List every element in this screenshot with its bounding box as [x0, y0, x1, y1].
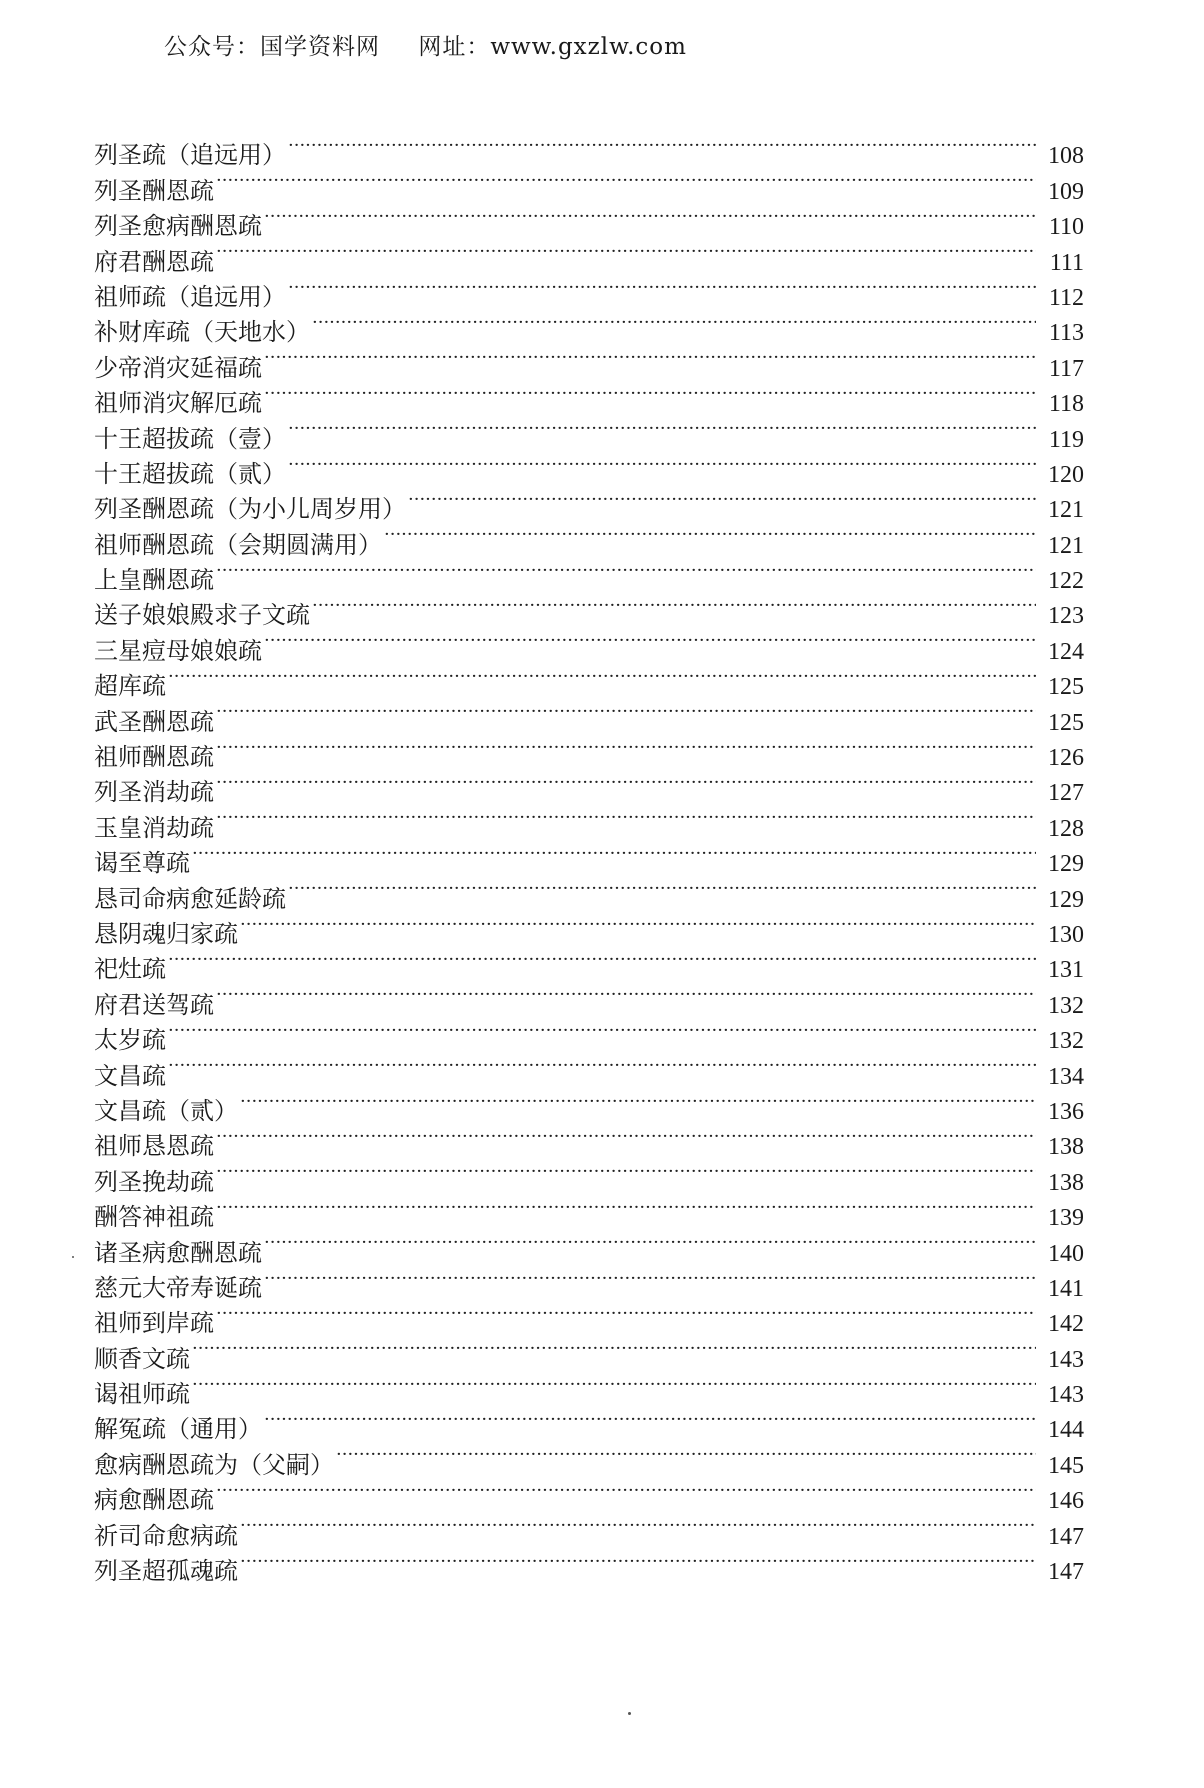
toc-entry[interactable] — [94, 765, 1084, 807]
toc-entry[interactable] — [94, 977, 1084, 1019]
toc-entry-page-number: 129 — [1048, 886, 1084, 913]
toc-dot-leader — [336, 1437, 1036, 1472]
toc-dot-leader — [288, 128, 1036, 163]
toc-entry-page-number: 144 — [1048, 1417, 1084, 1444]
toc-entry-page-number: 117 — [1048, 355, 1084, 382]
toc-dot-leader — [240, 1508, 1036, 1543]
scan-speck — [628, 1712, 631, 1715]
toc-entry-page-number: 126 — [1048, 745, 1084, 772]
toc-entry-title: 列圣愈病酬恩疏 — [94, 212, 262, 241]
toc-entry-title: 祖师酬恩疏（会期圆满用） — [94, 530, 382, 559]
toc-entry-title: 祖师到岸疏 — [94, 1309, 214, 1338]
toc-entry-title: 三星痘母娘娘疏 — [94, 636, 262, 665]
toc-dot-leader — [264, 623, 1036, 658]
toc-entry-title: 祖师恳恩疏 — [94, 1132, 214, 1161]
toc-entry-page-number: 129 — [1048, 851, 1084, 878]
toc-dot-leader — [168, 942, 1036, 977]
toc-entry-page-number: 125 — [1048, 709, 1084, 736]
toc-entry-page-number: 146 — [1048, 1488, 1084, 1515]
toc-entry[interactable] — [94, 800, 1084, 842]
toc-dot-leader — [192, 836, 1036, 871]
toc-entry[interactable] — [94, 1331, 1084, 1373]
toc-entry-page-number: 140 — [1048, 1240, 1084, 1267]
toc-dot-leader — [216, 800, 1036, 835]
toc-entry-title: 祈司命愈病疏 — [94, 1521, 238, 1550]
toc-entry[interactable] — [94, 1190, 1084, 1232]
toc-dot-leader — [192, 1331, 1036, 1366]
toc-entry-title: 恳阴魂归家疏 — [94, 919, 238, 948]
toc-dot-leader — [216, 1473, 1036, 1508]
toc-entry-title: 补财库疏（天地水） — [94, 318, 310, 347]
toc-entry[interactable] — [94, 1225, 1084, 1267]
toc-dot-leader — [264, 199, 1036, 234]
toc-entry-title: 病愈酬恩疏 — [94, 1486, 214, 1515]
toc-dot-leader — [288, 411, 1036, 446]
toc-entry-title: 顺香文疏 — [94, 1344, 190, 1373]
toc-entry[interactable] — [94, 1119, 1084, 1161]
toc-entry-page-number: 147 — [1048, 1523, 1084, 1550]
toc-entry-title: 祖师疏（追远用） — [94, 282, 286, 311]
toc-dot-leader — [240, 907, 1036, 942]
toc-entry-title: 送子娘娘殿求子文疏 — [94, 601, 310, 630]
toc-dot-leader — [216, 730, 1036, 765]
toc-entry-title: 超库疏 — [94, 672, 166, 701]
toc-dot-leader — [168, 1013, 1036, 1048]
toc-dot-leader — [264, 1261, 1036, 1296]
toc-entry-page-number: 136 — [1048, 1098, 1084, 1125]
toc-entry-page-number: 132 — [1048, 1028, 1084, 1055]
toc-entry-page-number: 127 — [1048, 780, 1084, 807]
toc-entry-page-number: 141 — [1048, 1275, 1084, 1302]
toc-entry-title: 文昌疏 — [94, 1061, 166, 1090]
toc-dot-leader — [216, 765, 1036, 800]
toc-entry-title: 列圣酬恩疏（为小儿周岁用） — [94, 495, 406, 524]
toc-dot-leader — [216, 977, 1036, 1012]
toc-entry-page-number: 119 — [1048, 426, 1084, 453]
toc-dot-leader — [192, 1367, 1036, 1402]
toc-entry[interactable] — [94, 694, 1084, 736]
toc-entry-title: 十王超拔疏（贰） — [94, 459, 286, 488]
toc-dot-leader — [216, 1296, 1036, 1331]
toc-entry-page-number: 118 — [1048, 391, 1084, 418]
toc-entry-page-number: 109 — [1048, 178, 1084, 205]
table-of-contents — [94, 128, 1084, 1586]
toc-entry-title: 列圣超孤魂疏 — [94, 1557, 238, 1586]
wechat-label: 公众号：国学资料网 — [164, 34, 380, 60]
toc-entry-page-number: 138 — [1048, 1134, 1084, 1161]
toc-dot-leader — [216, 1119, 1036, 1154]
toc-entry-title: 列圣消劫疏 — [94, 778, 214, 807]
toc-entry-page-number: 113 — [1048, 320, 1084, 347]
toc-entry-title: 上皇酬恩疏 — [94, 566, 214, 595]
toc-entry-page-number: 125 — [1048, 674, 1084, 701]
toc-entry-title: 诸圣病愈酬恩疏 — [94, 1238, 262, 1267]
toc-entry-title: 解冤疏（通用） — [94, 1415, 262, 1444]
toc-entry-title: 列圣酬恩疏 — [94, 176, 214, 205]
toc-entry-page-number: 110 — [1048, 214, 1084, 241]
toc-entry-page-number: 145 — [1048, 1452, 1084, 1479]
toc-entry-page-number: 132 — [1048, 992, 1084, 1019]
toc-dot-leader — [216, 163, 1036, 198]
toc-entry[interactable] — [94, 836, 1084, 878]
page-header — [164, 28, 687, 61]
toc-entry-page-number: 121 — [1048, 497, 1084, 524]
toc-dot-leader — [288, 447, 1036, 482]
website-label: 网址：www.gxzlw.com — [418, 34, 687, 60]
toc-entry-page-number: 122 — [1048, 568, 1084, 595]
toc-entry[interactable] — [94, 1084, 1084, 1125]
toc-entry-page-number: 128 — [1048, 815, 1084, 842]
toc-entry[interactable] — [94, 1048, 1084, 1090]
toc-entry-title: 愈病酬恩疏为（父嗣） — [94, 1450, 334, 1479]
toc-entry-title: 谒祖师疏 — [94, 1380, 190, 1409]
toc-entry-title: 慈元大帝寿诞疏 — [94, 1273, 262, 1302]
toc-entry-title: 玉皇消劫疏 — [94, 813, 214, 842]
toc-dot-leader — [408, 482, 1036, 517]
toc-entry[interactable] — [94, 1013, 1084, 1055]
toc-dot-leader — [216, 553, 1036, 588]
toc-entry-page-number: 120 — [1048, 461, 1084, 488]
toc-dot-leader — [264, 340, 1036, 375]
toc-entry-page-number: 143 — [1048, 1382, 1084, 1409]
toc-entry-title: 文昌疏（贰） — [94, 1096, 238, 1125]
toc-entry[interactable] — [94, 1296, 1084, 1338]
toc-entry-title: 太岁疏 — [94, 1026, 166, 1055]
toc-dot-leader — [216, 694, 1036, 729]
toc-dot-leader — [240, 1084, 1036, 1119]
toc-entry[interactable] — [94, 128, 1084, 170]
toc-entry-page-number: 112 — [1048, 284, 1084, 311]
toc-entry[interactable] — [94, 163, 1084, 205]
toc-entry-page-number: 123 — [1048, 603, 1084, 630]
toc-dot-leader — [264, 1402, 1036, 1437]
toc-entry-title: 谒至尊疏 — [94, 849, 190, 878]
toc-dot-leader — [384, 517, 1036, 552]
toc-entry[interactable] — [94, 871, 1084, 913]
toc-dot-leader — [288, 270, 1036, 305]
toc-entry[interactable] — [94, 553, 1084, 595]
scan-speck — [72, 1256, 74, 1258]
toc-entry-title: 少帝消灾延福疏 — [94, 353, 262, 382]
toc-dot-leader — [216, 1190, 1036, 1225]
toc-entry-title: 府君酬恩疏 — [94, 247, 214, 276]
toc-entry-page-number: 121 — [1048, 532, 1084, 559]
toc-dot-leader — [240, 1544, 1036, 1579]
toc-entry-title: 酬答神祖疏 — [94, 1203, 214, 1232]
toc-entry[interactable] — [94, 1402, 1084, 1444]
toc-entry-page-number: 138 — [1048, 1169, 1084, 1196]
toc-entry[interactable] — [94, 588, 1084, 630]
toc-entry[interactable] — [94, 234, 1084, 276]
toc-dot-leader — [216, 1154, 1036, 1189]
toc-dot-leader — [216, 234, 1036, 269]
toc-entry-page-number: 147 — [1048, 1559, 1084, 1586]
toc-dot-leader — [264, 1225, 1036, 1260]
toc-entry[interactable] — [94, 199, 1084, 241]
toc-entry[interactable] — [94, 1367, 1084, 1409]
toc-entry[interactable] — [94, 1473, 1084, 1515]
toc-entry-page-number: 143 — [1048, 1346, 1084, 1373]
toc-entry[interactable] — [94, 1154, 1084, 1196]
toc-dot-leader — [288, 871, 1036, 906]
toc-entry[interactable] — [94, 1544, 1084, 1586]
toc-entry-title: 府君送驾疏 — [94, 990, 214, 1019]
toc-dot-leader — [168, 659, 1036, 694]
toc-entry-title: 恳司命病愈延龄疏 — [94, 884, 286, 913]
toc-entry-title: 祀灶疏 — [94, 955, 166, 984]
toc-entry-page-number: 142 — [1048, 1311, 1084, 1338]
toc-entry[interactable] — [94, 730, 1084, 772]
toc-entry-title: 武圣酬恩疏 — [94, 707, 214, 736]
toc-entry[interactable] — [94, 942, 1084, 984]
toc-entry-page-number: 130 — [1048, 921, 1084, 948]
toc-entry-title: 列圣疏（追远用） — [94, 141, 286, 170]
toc-dot-leader — [312, 588, 1036, 623]
toc-entry[interactable] — [94, 907, 1084, 948]
toc-entry-title: 祖师酬恩疏 — [94, 743, 214, 772]
toc-entry-page-number: 139 — [1048, 1205, 1084, 1232]
toc-entry-title: 十王超拔疏（壹） — [94, 424, 286, 453]
toc-entry[interactable] — [94, 1508, 1084, 1550]
toc-entry-title: 列圣挽劫疏 — [94, 1167, 214, 1196]
toc-entry[interactable] — [94, 270, 1084, 311]
toc-entry-page-number: 108 — [1048, 143, 1084, 170]
toc-dot-leader — [168, 1048, 1036, 1083]
toc-dot-leader — [264, 376, 1036, 411]
toc-entry-page-number: 134 — [1048, 1063, 1084, 1090]
toc-entry[interactable] — [94, 659, 1084, 701]
toc-entry-title: 祖师消灾解厄疏 — [94, 389, 262, 418]
toc-entry-page-number: 131 — [1048, 957, 1084, 984]
toc-dot-leader — [312, 305, 1036, 340]
toc-entry-page-number: 124 — [1048, 638, 1084, 665]
toc-entry-page-number: 111 — [1049, 249, 1084, 276]
